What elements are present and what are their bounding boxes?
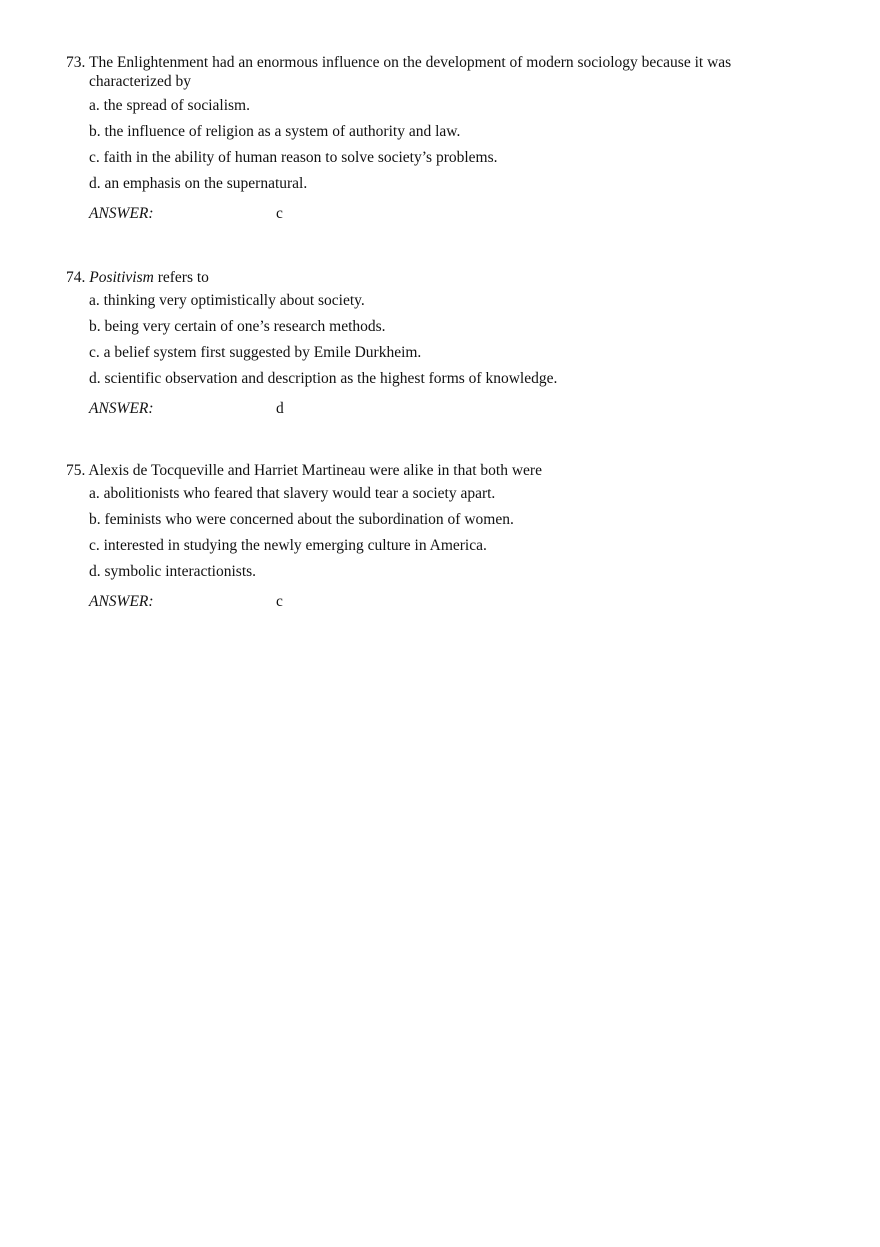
question-text: The Enlightenment had an enormous influence on the development of modern sociology because it was characterized by [88, 54, 732, 91]
question-term: Positivism [89, 269, 154, 286]
option-d: d. symbolic interactionists. [89, 563, 257, 581]
question-stem [66, 53, 766, 92]
answer-label: ANSWER: [89, 593, 154, 611]
answer-options [89, 291, 766, 389]
answer-label: ANSWER: [89, 204, 154, 222]
question-stem [66, 461, 766, 480]
option-a: a. thinking very optimistically about society. [89, 292, 365, 310]
answer-row [89, 399, 766, 419]
option-b: b. being very certain of one’s research methods. [89, 318, 386, 336]
option-c: c. interested in studying the newly emerging culture in America. [89, 537, 487, 555]
option-d: d. an emphasis on the supernatural. [89, 174, 308, 192]
answer-options [89, 484, 766, 582]
question-number: 75. [66, 462, 86, 479]
answer-label: ANSWER: [89, 400, 154, 418]
question-number: 73. [66, 54, 86, 71]
question-text: Alexis de Tocqueville and Harriet Martineau were alike in that both were [88, 462, 542, 479]
question-text: refers to [153, 269, 209, 286]
question-73 [66, 53, 766, 224]
answer-value: c [276, 593, 283, 611]
option-a: a. abolitionists who feared that slavery would tear a society apart. [89, 485, 496, 503]
answer-value: c [276, 204, 283, 222]
answer-value: d [276, 400, 284, 418]
question-75 [66, 461, 766, 612]
option-c: c. faith in the ability of human reason to solve society’s problems. [89, 148, 498, 166]
option-a: a. the spread of socialism. [89, 96, 250, 114]
question-stem [66, 268, 766, 287]
option-c: c. a belief system first suggested by Emile Durkheim. [89, 344, 422, 362]
option-b: b. the influence of religion as a system of authority and law. [89, 122, 461, 140]
question-number: 74. [66, 269, 86, 286]
answer-row [89, 204, 766, 224]
question-74 [66, 268, 766, 419]
answer-row [89, 592, 766, 612]
option-b: b. feminists who were concerned about the subordination of women. [89, 511, 514, 529]
option-d: d. scientific observation and description as the highest forms of knowledge. [89, 370, 558, 388]
answer-options [89, 96, 766, 194]
